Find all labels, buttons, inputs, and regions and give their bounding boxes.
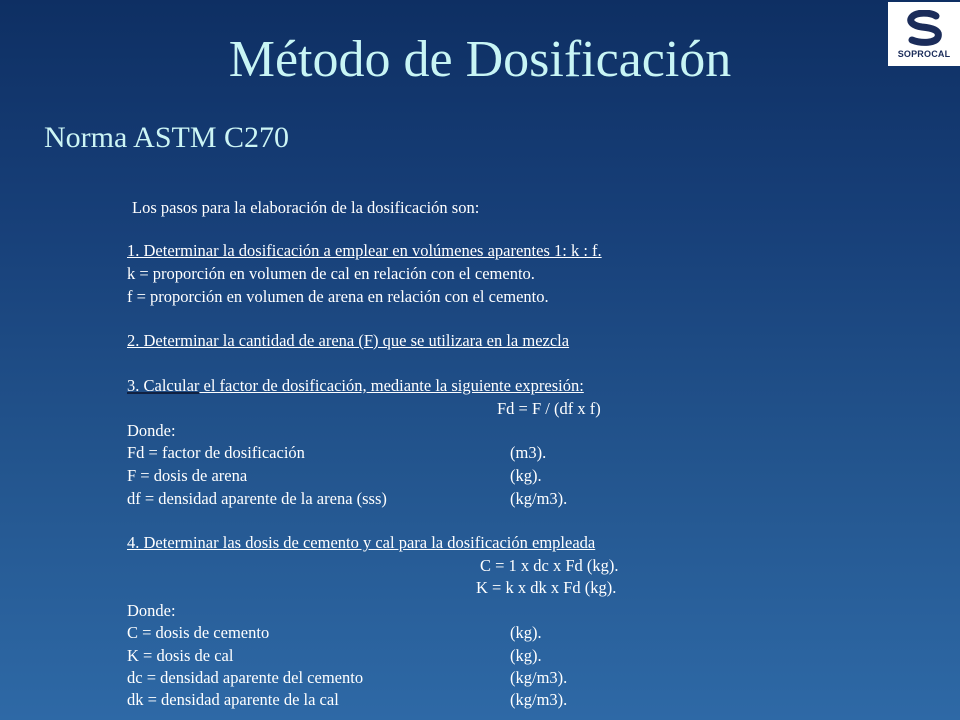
definition-term: C = dosis de cemento (127, 623, 270, 642)
step-1-heading: 1. Determinar la dosificación a emplear en volúmenes aparentes 1: k : f. (127, 241, 602, 260)
definition-row (127, 623, 647, 643)
definition-row (127, 668, 647, 688)
step-2-heading: 2. Determinar la cantidad de arena (F) que se utilizara en la mezcla (127, 331, 570, 350)
definition-row (127, 690, 647, 710)
formula-k: K = k x dk x Fd (kg). (476, 578, 617, 597)
page-title: Método de Dosificación (228, 31, 732, 88)
donde-label-2: Donde: (127, 601, 176, 620)
k-definition: k = proporción en volumen de cal en relación con el cemento. (127, 264, 535, 283)
donde-label-1: Donde: (127, 421, 176, 440)
page-subtitle: Norma ASTM C270 (44, 121, 290, 154)
step-3-label: 3. Calcular (127, 376, 200, 395)
step-3-heading (127, 376, 584, 396)
logo-text: SOPROCAL (897, 49, 951, 59)
definition-unit: (kg). (510, 623, 542, 642)
definition-term: Fd = factor de dosificación (127, 443, 305, 462)
definition-term: dk = densidad aparente de la cal (127, 690, 339, 709)
definition-unit: (kg). (510, 646, 542, 665)
definition-row (127, 646, 647, 666)
step-3-text: el factor de dosificación, mediante la siguiente expresión: (199, 376, 584, 395)
definition-term: K = dosis de cal (127, 646, 234, 665)
intro-text: Los pasos para la elaboración de la dosificación son: (132, 198, 480, 217)
definition-row (127, 443, 647, 463)
definition-row (127, 466, 647, 486)
definition-term: F = dosis de arena (127, 466, 248, 485)
formula-fd: Fd = F / (df x f) (497, 399, 601, 418)
step-4-heading: 4. Determinar las dosis de cemento y cal para la dosificación empleada (127, 533, 596, 552)
definition-term: df = densidad aparente de la arena (sss) (127, 489, 387, 508)
f-definition: f = proporción en volumen de arena en relación con el cemento. (127, 287, 549, 306)
definition-unit: (kg/m3). (510, 690, 568, 709)
definition-row (127, 489, 647, 509)
definition-unit: (m3). (510, 443, 547, 462)
definition-term: dc = densidad aparente del cemento (127, 668, 364, 687)
formula-c: C = 1 x dc x Fd (kg). (480, 556, 619, 575)
definition-unit: (kg/m3). (510, 489, 568, 508)
definition-unit: (kg/m3). (510, 668, 568, 687)
definition-unit: (kg). (510, 466, 542, 485)
